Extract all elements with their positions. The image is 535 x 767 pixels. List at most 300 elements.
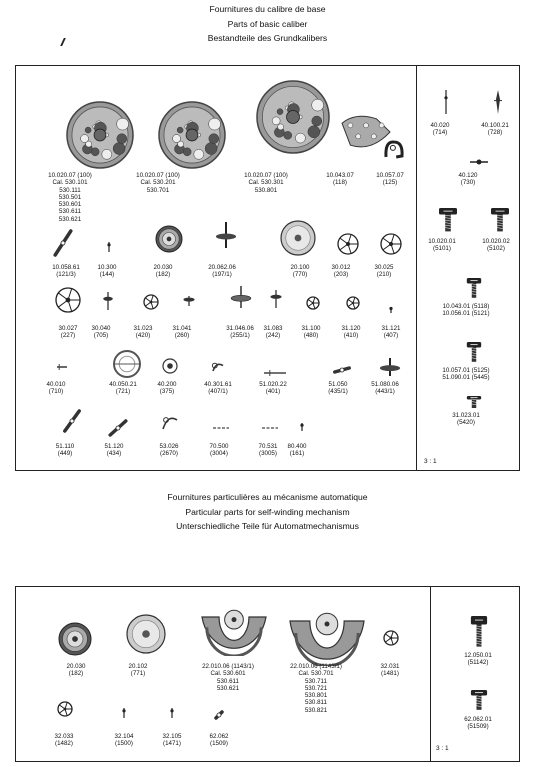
part-reference: Cal. 530.601 xyxy=(210,670,246,678)
part-illustration xyxy=(155,225,183,253)
pin-icon xyxy=(300,423,303,431)
spring-icon xyxy=(163,418,177,429)
part-number: 40.301.61 xyxy=(204,381,232,388)
scale-label: 3 : 1 xyxy=(436,745,449,752)
part-reference: (5420) xyxy=(457,419,475,427)
part-label xyxy=(482,238,510,253)
part-label xyxy=(431,122,450,137)
pallet-fork-icon xyxy=(470,160,488,165)
part-number: 10.020.02 xyxy=(482,238,510,245)
lever-icon xyxy=(216,712,222,718)
part-illustration xyxy=(378,356,402,378)
part-drawing xyxy=(306,296,320,310)
part-reference: 530.111 xyxy=(59,186,81,194)
part-reference: (227) xyxy=(60,332,76,340)
part-reference: (51509) xyxy=(467,723,489,731)
part-illustration xyxy=(162,358,178,374)
part-reference: (260) xyxy=(174,332,190,340)
part-illustration xyxy=(66,100,134,170)
part-reference: (203) xyxy=(333,271,349,279)
part-reference: (407) xyxy=(383,332,399,340)
part-drawing xyxy=(210,360,226,374)
part-label xyxy=(98,264,117,279)
part-drawing xyxy=(269,288,283,310)
part-label xyxy=(302,325,321,340)
movement-icon xyxy=(257,81,329,153)
part-drawing xyxy=(55,360,69,374)
stem-icon xyxy=(57,364,67,370)
part-drawing xyxy=(56,701,74,717)
part-drawing xyxy=(126,614,166,654)
part-illustration xyxy=(466,394,482,408)
part-drawing xyxy=(182,294,196,308)
part-reference: (1509) xyxy=(210,740,228,748)
part-drawing xyxy=(58,622,92,656)
part-number: 20.102 xyxy=(128,663,148,670)
part-label xyxy=(210,443,229,458)
part-label xyxy=(259,381,287,396)
part-drawing xyxy=(380,233,402,255)
pinion-icon xyxy=(103,292,113,310)
arbor-icon xyxy=(216,222,236,248)
part-number: 31.046.06 xyxy=(226,325,254,332)
part-label xyxy=(464,716,492,731)
part-number: 62.062.01 xyxy=(464,716,492,723)
part-number: 20.030 xyxy=(66,663,86,670)
part-drawing xyxy=(211,423,231,433)
movement-icon xyxy=(67,102,133,168)
part-reference: (435/1) xyxy=(328,388,348,396)
part-reference: (3005) xyxy=(259,450,277,458)
part-drawing xyxy=(120,706,128,720)
basic-caliber-heading xyxy=(0,2,535,46)
part-label xyxy=(376,172,404,187)
pin-icon xyxy=(444,90,447,114)
part-reference: 530.611 xyxy=(217,677,239,685)
part-reference: 530.501 xyxy=(58,193,82,201)
part-number: 20.062.06 xyxy=(208,264,236,271)
part-illustration xyxy=(288,606,366,666)
part-number: 40.100.21 xyxy=(481,122,509,129)
part-label xyxy=(332,264,351,279)
part-label xyxy=(442,303,489,318)
part-reference: 530.601 xyxy=(58,201,82,209)
part-drawing xyxy=(200,604,268,656)
part-drawing xyxy=(466,394,482,408)
part-number: 40.200 xyxy=(157,381,177,388)
part-number: 51.080.06 xyxy=(371,381,399,388)
part-number: 70.531 xyxy=(258,443,278,450)
part-label xyxy=(52,264,80,279)
part-reference: (118) xyxy=(333,179,347,187)
pallet-staff-icon xyxy=(494,90,502,114)
part-label xyxy=(55,733,74,748)
part-label xyxy=(67,663,86,678)
part-number: 80.400 xyxy=(287,443,307,450)
part-drawing xyxy=(105,418,131,438)
part-drawing xyxy=(102,290,114,312)
part-label xyxy=(109,381,137,396)
part-drawing xyxy=(214,709,224,721)
part-drawing xyxy=(162,358,178,374)
part-illustration xyxy=(182,294,196,308)
part-label xyxy=(204,381,232,396)
part-number: 51.050 xyxy=(328,381,348,388)
barrel-icon xyxy=(156,226,182,252)
part-reference: (51142) xyxy=(467,659,489,667)
part-drawing xyxy=(466,340,482,362)
part-drawing xyxy=(55,287,81,313)
part-illustration xyxy=(55,287,81,313)
part-label xyxy=(371,381,399,396)
part-reference: (449) xyxy=(57,450,73,458)
part-illustration xyxy=(56,701,74,717)
part-label xyxy=(428,238,456,253)
part-label xyxy=(160,443,179,458)
wheel-icon xyxy=(56,288,80,312)
wheel-icon xyxy=(384,631,398,645)
part-reference: Cal. 530.201 xyxy=(140,179,176,187)
part-number: 10.057.07 xyxy=(376,172,404,179)
bridge-icon xyxy=(386,142,402,157)
part-reference: (2670) xyxy=(160,450,178,458)
part-number: 31.083 xyxy=(263,325,283,332)
heading-line: Fournitures du calibre de base xyxy=(209,4,326,14)
part-drawing xyxy=(105,240,113,254)
part-number: 22.010.06 (1143/1) xyxy=(290,663,342,670)
part-reference: (434) xyxy=(106,450,122,458)
part-illustration xyxy=(490,206,510,232)
part-illustration xyxy=(55,360,69,374)
part-drawing xyxy=(280,220,316,256)
screw-icon xyxy=(471,690,487,710)
part-number: 30.027 xyxy=(58,325,78,332)
part-label xyxy=(226,325,254,340)
part-reference: (730) xyxy=(460,179,476,187)
part-drawing xyxy=(158,100,226,170)
part-number: 31.120 xyxy=(341,325,361,332)
part-drawing xyxy=(468,156,490,168)
part-illustration xyxy=(58,622,92,656)
part-label xyxy=(259,443,278,458)
part-label xyxy=(105,443,124,458)
part-drawing xyxy=(260,423,280,433)
part-label xyxy=(288,443,307,458)
stem-icon xyxy=(264,370,286,376)
part-label xyxy=(173,325,192,340)
part-label xyxy=(92,325,111,340)
part-number: 10.020.07 (100) xyxy=(244,172,288,179)
part-illustration xyxy=(210,360,226,374)
automatic-mechanism-heading xyxy=(0,490,535,534)
part-number: 10.057.01 (5125) xyxy=(442,367,490,374)
part-number: 40.120 xyxy=(458,172,478,179)
part-label xyxy=(59,325,78,340)
arbor-icon xyxy=(380,358,400,376)
part-label xyxy=(481,122,509,137)
wheel-icon xyxy=(347,297,359,309)
part-number: 31.023 xyxy=(133,325,153,332)
wheel-icon xyxy=(307,297,319,309)
part-reference: (5101) xyxy=(433,245,451,253)
part-illustration xyxy=(346,296,360,310)
part-reference: (125) xyxy=(382,179,398,187)
part-label xyxy=(163,733,182,748)
scale-label: 3 : 1 xyxy=(424,458,437,465)
part-number: 31.100 xyxy=(301,325,321,332)
balance-wheel-icon xyxy=(114,351,140,377)
part-reference: 530.821 xyxy=(304,706,328,714)
lever-icon xyxy=(335,368,349,372)
part-reference: (710) xyxy=(48,388,64,396)
part-reference: 10.056.01 (5121) xyxy=(442,310,490,318)
pin-icon xyxy=(389,307,392,313)
part-number: 31.041 xyxy=(172,325,192,332)
part-illustration xyxy=(440,88,452,116)
part-reference: (1481) xyxy=(381,670,399,678)
part-number: 30.040 xyxy=(91,325,111,332)
part-reference: (407/1) xyxy=(208,388,228,396)
part-number: 62.062 xyxy=(209,733,229,740)
part-illustration xyxy=(105,240,113,254)
part-reference: 51.090.01 (5445) xyxy=(442,374,490,382)
part-reference: (728) xyxy=(487,129,503,137)
part-drawing xyxy=(60,408,84,434)
part-illustration xyxy=(306,296,320,310)
part-number: 30.025 xyxy=(374,264,394,271)
part-drawing xyxy=(168,706,176,720)
part-reference: Cal. 530.101 xyxy=(52,179,88,187)
part-reference: (1500) xyxy=(115,740,133,748)
heading-line: Fournitures particulières au mécanisme automatique xyxy=(167,492,368,502)
part-reference: 530.721 xyxy=(304,684,328,692)
part-label xyxy=(154,264,173,279)
part-number: 10.058.61 xyxy=(52,264,80,271)
part-reference: 530.621 xyxy=(58,215,82,223)
part-drawing xyxy=(262,369,288,377)
part-drawing xyxy=(230,284,252,310)
rotor-icon xyxy=(290,613,364,666)
wheel-icon xyxy=(381,234,401,254)
part-number: 10.300 xyxy=(97,264,117,271)
part-reference: Cal. 530.701 xyxy=(298,670,334,678)
part-illustration xyxy=(256,80,330,154)
part-drawing xyxy=(160,412,180,432)
part-number: 32.105 xyxy=(162,733,182,740)
heading-line: Bestandteile des Grundkalibers xyxy=(207,33,328,43)
part-number: 10.043.07 xyxy=(326,172,354,179)
part-drawing xyxy=(490,88,506,116)
part-drawing xyxy=(330,365,354,375)
part-illustration xyxy=(262,364,288,372)
part-illustration xyxy=(438,206,458,232)
part-drawing xyxy=(378,356,402,378)
pin-icon xyxy=(122,708,125,718)
part-label xyxy=(264,325,283,340)
part-reference: (443/1) xyxy=(375,388,395,396)
part-reference: Cal. 530.301 xyxy=(248,179,284,187)
part-reference: (255/1) xyxy=(230,332,250,340)
part-number: 10.020.07 (100) xyxy=(136,172,180,179)
part-illustration xyxy=(490,88,506,116)
part-label xyxy=(48,172,92,223)
part-reference: (1482) xyxy=(55,740,73,748)
part-label xyxy=(158,381,177,396)
part-number: 22.010.06 (1143/1) xyxy=(202,663,254,670)
part-drawing xyxy=(490,206,510,232)
part-illustration xyxy=(230,284,252,310)
part-illustration xyxy=(105,418,131,438)
part-illustration xyxy=(466,340,482,362)
part-drawing xyxy=(470,688,488,710)
part-reference: (1471) xyxy=(163,740,181,748)
part-drawing xyxy=(143,294,159,310)
column-divider xyxy=(430,586,431,762)
part-label xyxy=(290,663,342,714)
part-drawing xyxy=(66,100,134,170)
part-illustration xyxy=(102,290,114,312)
part-number: 10.020.07 (100) xyxy=(48,172,92,179)
part-label xyxy=(202,663,254,692)
part-label xyxy=(381,663,400,678)
part-reference: (197/1) xyxy=(212,271,232,279)
part-number: 31.023.01 xyxy=(452,412,480,419)
wheel-arbor-icon xyxy=(231,286,251,308)
pinion-icon xyxy=(183,296,194,306)
part-label xyxy=(464,652,492,667)
part-reference: (770) xyxy=(292,271,308,279)
part-illustration xyxy=(468,155,490,167)
part-label xyxy=(210,733,229,748)
part-label xyxy=(134,325,153,340)
part-illustration xyxy=(113,350,141,378)
part-drawing xyxy=(470,614,488,648)
part-number: 51.020.22 xyxy=(259,381,287,388)
part-reference: 530.701 xyxy=(146,186,170,194)
part-label xyxy=(136,172,180,194)
part-illustration xyxy=(470,688,488,710)
part-number: 40.010 xyxy=(46,381,66,388)
part-reference: (401) xyxy=(265,388,281,396)
part-number: 12.050.01 xyxy=(464,652,492,659)
part-illustration xyxy=(211,420,231,430)
part-illustration xyxy=(60,408,84,434)
part-drawing xyxy=(256,80,330,154)
part-reference: (182) xyxy=(68,670,84,678)
part-illustration xyxy=(200,604,268,656)
part-number: 10.020.01 xyxy=(428,238,456,245)
heading-line: Parts of basic caliber xyxy=(227,18,308,29)
part-number: 32.033 xyxy=(54,733,74,740)
part-reference: (714) xyxy=(432,129,448,137)
part-illustration xyxy=(158,100,226,170)
barrel-icon xyxy=(59,623,91,655)
part-illustration xyxy=(383,630,399,646)
part-illustration xyxy=(120,706,128,720)
part-illustration xyxy=(214,220,238,250)
wheel-icon xyxy=(338,234,358,254)
part-label xyxy=(328,381,348,396)
part-number: 53.026 xyxy=(159,443,179,450)
part-illustration xyxy=(260,420,280,430)
part-number: 20.030 xyxy=(153,264,173,271)
column-divider xyxy=(416,65,417,471)
part-illustration xyxy=(168,706,176,720)
part-drawing xyxy=(346,296,360,310)
part-reference: (182) xyxy=(155,271,171,279)
part-drawing xyxy=(440,88,452,116)
part-reference: 530.611 xyxy=(59,208,81,216)
part-drawing xyxy=(113,350,141,378)
pin-icon xyxy=(107,242,110,252)
part-reference: (771) xyxy=(130,670,146,678)
part-number: 40.050.21 xyxy=(109,381,137,388)
screw-icon xyxy=(491,208,509,231)
part-label xyxy=(375,264,394,279)
part-reference: (705) xyxy=(93,332,109,340)
part-illustration xyxy=(466,276,482,298)
part-label xyxy=(342,325,361,340)
pin-icon xyxy=(170,708,173,718)
part-number: 30.012 xyxy=(331,264,351,271)
part-reference: (721) xyxy=(115,388,131,396)
part-reference: (144) xyxy=(99,271,115,279)
part-label xyxy=(326,172,354,187)
part-label xyxy=(129,663,148,678)
part-number: 51.110 xyxy=(55,443,75,450)
part-illustration xyxy=(214,708,224,720)
part-label xyxy=(208,264,236,279)
screw-icon xyxy=(439,208,457,231)
part-reference: (3004) xyxy=(210,450,228,458)
part-drawing xyxy=(466,276,482,298)
part-illustration xyxy=(330,362,354,372)
part-drawing xyxy=(50,228,76,258)
part-illustration xyxy=(269,288,283,310)
barrel-cover-icon xyxy=(127,615,165,653)
part-illustration xyxy=(296,420,308,432)
roller-icon xyxy=(163,359,177,373)
part-label xyxy=(291,264,310,279)
part-reference: (420) xyxy=(135,332,151,340)
part-number: 32.104 xyxy=(114,733,134,740)
part-illustration xyxy=(126,614,166,654)
heading-line: Unterschiedliche Teile für Automatmechanismus xyxy=(176,521,359,531)
part-illustration xyxy=(380,233,402,255)
pinion-icon xyxy=(270,290,281,308)
part-label xyxy=(442,367,489,382)
part-label xyxy=(47,381,66,396)
part-reference: 530.621 xyxy=(216,684,240,692)
part-reference: 530.711 xyxy=(305,677,327,685)
wheel-icon xyxy=(144,295,158,309)
part-number: 20.100 xyxy=(290,264,310,271)
part-drawing xyxy=(337,233,359,255)
part-label xyxy=(452,412,480,427)
part-number: 40.020 xyxy=(430,122,450,129)
screw-icon xyxy=(471,616,487,647)
part-reference: (5102) xyxy=(487,245,505,253)
part-reference: (375) xyxy=(159,388,175,396)
lever-icon xyxy=(65,411,79,431)
part-reference: (210) xyxy=(376,271,392,279)
part-drawing xyxy=(438,206,458,232)
lever-icon xyxy=(110,421,126,435)
wheel-icon xyxy=(58,702,72,716)
part-label xyxy=(382,325,401,340)
part-label xyxy=(459,172,478,187)
part-label xyxy=(56,443,74,458)
